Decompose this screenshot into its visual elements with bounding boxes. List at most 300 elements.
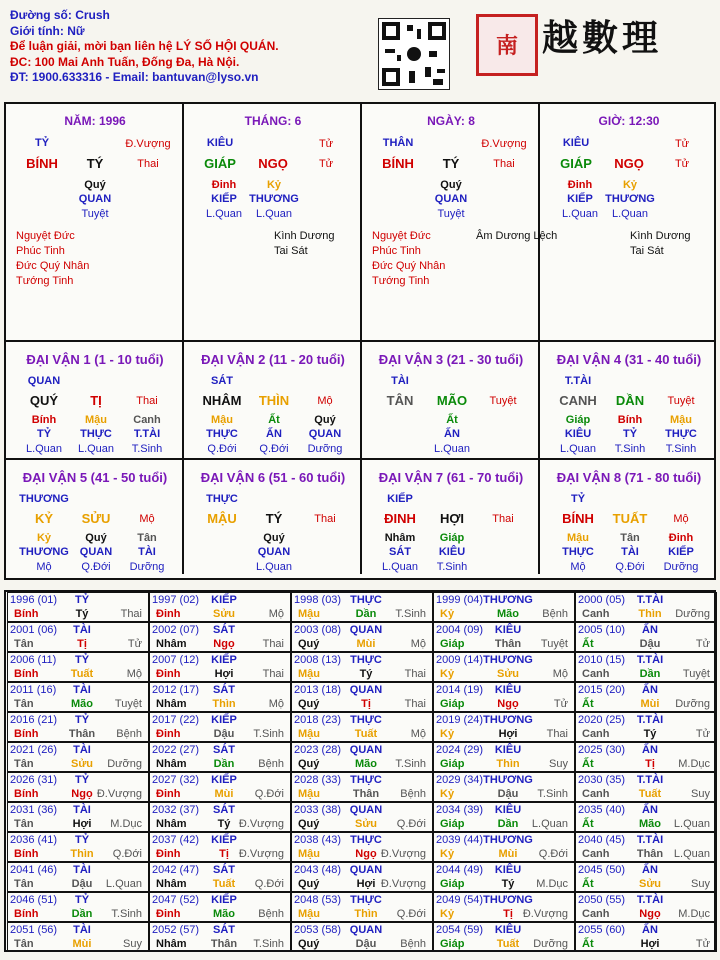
dai-van-cell (362, 342, 540, 460)
year-god: T.TÀI (636, 714, 664, 726)
year-label: 2023 (28) (294, 744, 342, 756)
dai-van-hidden-stem: Giáp (565, 414, 591, 426)
year-cell (575, 592, 717, 622)
year-stem: Bính (14, 788, 39, 800)
dai-van-title: ĐẠI VẬN 4 (31 - 40 tuổi) (556, 352, 702, 367)
hidden-god: THƯƠNG (605, 193, 655, 205)
year-phase: Bệnh (116, 728, 142, 740)
year-label: 2020 (25) (578, 714, 626, 726)
year-god: THƯƠNG (483, 834, 533, 846)
hidden-phase: Tuyệt (81, 208, 109, 220)
year-cell (7, 652, 149, 682)
dai-van-hidden-phase: Q.Đới (207, 443, 237, 455)
year-god: SÁT (213, 924, 235, 936)
hidden-stem: Đinh (211, 179, 237, 191)
year-stem: Kỷ (440, 728, 455, 740)
dai-van-hidden-stem: Mậu (670, 414, 692, 426)
year-branch: Tị (361, 698, 371, 710)
year-label: 2007 (12) (152, 654, 200, 666)
year-god: QUAN (349, 684, 383, 696)
year-branch: Sửu (638, 878, 662, 890)
year-cell (149, 892, 291, 922)
year-branch: Tị (645, 758, 655, 770)
dai-van-hidden-god: TÀI (138, 546, 156, 558)
dai-van-cell (540, 460, 714, 574)
year-branch: Tý (75, 608, 89, 620)
year-branch: Sửu (496, 668, 520, 680)
year-god: TÀI (73, 804, 91, 816)
year-stem: Ất (582, 818, 594, 830)
year-branch: Dậu (213, 728, 235, 740)
dai-van-hidden-god: TỶ (622, 428, 638, 440)
year-stem: Ất (582, 698, 594, 710)
year-cell (575, 682, 717, 712)
gender: Giới tính: Nữ (10, 23, 85, 38)
year-label: 2024 (29) (436, 744, 484, 756)
year-stem: Quý (298, 638, 320, 650)
year-branch: Dậu (355, 938, 377, 950)
year-phase: L.Quan (673, 848, 710, 860)
year-god: QUAN (349, 924, 383, 936)
year-god: THƯƠNG (483, 594, 533, 606)
year-branch: Thân (494, 638, 522, 650)
year-god: ẤN (642, 624, 658, 636)
year-branch: Thân (210, 938, 238, 950)
dai-van-hidden-stem: Canh (133, 414, 161, 426)
pillar-top-star: Đ.Vượng (481, 138, 527, 150)
year-cell (7, 772, 149, 802)
year-branch: Tý (217, 818, 231, 830)
dai-van-cell (540, 342, 714, 460)
pillar-branch: NGỌ (258, 156, 288, 171)
pillar-stem: BÍNH (26, 156, 58, 171)
year-god: TÀI (73, 744, 91, 756)
year-cell (291, 682, 433, 712)
year-label: 1997 (02) (152, 594, 200, 606)
year-god: TÀI (73, 924, 91, 936)
year-cell (575, 892, 717, 922)
year-branch: Mão (355, 758, 377, 770)
dai-van-phase: Mộ (317, 395, 333, 407)
year-branch: Hợi (72, 818, 92, 830)
year-stem: Quý (298, 758, 320, 770)
dai-van-branch: SỬU (81, 511, 111, 526)
pillar-god: THÂN (382, 137, 414, 149)
hidden-stem: Quý (440, 179, 462, 191)
dai-van-branch: THÌN (258, 393, 290, 408)
hidden-stem: Kỷ (266, 179, 282, 191)
pillar-stem: GIÁP (560, 156, 592, 171)
year-phase: Q.Đới (538, 848, 568, 860)
year-label: 2034 (39) (436, 804, 484, 816)
year-stem: Quý (298, 818, 320, 830)
year-phase: M.Dục (678, 908, 710, 920)
year-cell (575, 652, 717, 682)
year-branch: Tý (501, 878, 515, 890)
year-branch: Mùi (214, 788, 234, 800)
year-stem: Ất (582, 938, 594, 950)
dai-van-hidden-god: QUAN (308, 428, 342, 440)
year-phase: Tuyệt (114, 698, 142, 710)
year-stem: Giáp (440, 758, 465, 770)
year-god: QUAN (349, 804, 383, 816)
chart-name: Đường số: Crush (10, 8, 110, 22)
year-cell (291, 652, 433, 682)
year-label: 2012 (17) (152, 684, 200, 696)
year-god: TỶ (74, 714, 90, 726)
year-label: 2018 (23) (294, 714, 342, 726)
year-cell (575, 742, 717, 772)
dai-van-hidden-god: ẤN (266, 428, 282, 440)
dai-van-phase: Thai (136, 395, 158, 407)
year-phase: T.Sinh (111, 908, 142, 920)
dai-van-hidden-phase: L.Quan (433, 443, 471, 455)
year-label: 2027 (32) (152, 774, 200, 786)
year-stem: Mậu (298, 908, 320, 920)
year-cell (7, 712, 149, 742)
dai-van-hidden-god: THƯƠNG (19, 546, 69, 558)
star-good: Tướng Tinh (372, 275, 430, 287)
year-stem: Nhâm (156, 638, 187, 650)
year-phase: Đ.Vượng (380, 848, 426, 860)
year-cell (149, 802, 291, 832)
year-stem: Canh (582, 848, 610, 860)
year-phase: Mộ (410, 638, 426, 650)
year-label: 2048 (53) (294, 894, 342, 906)
dai-van-hidden-god: T.TÀI (133, 428, 161, 440)
year-stem: Mậu (298, 608, 320, 620)
dai-van-title: ĐẠI VẬN 6 (51 - 60 tuổi) (200, 470, 346, 485)
star-other: Kình Dương (630, 230, 691, 242)
year-label: 2052 (57) (152, 924, 200, 936)
year-branch: Sửu (212, 608, 236, 620)
year-label: 2031 (36) (10, 804, 58, 816)
dai-van-hidden-god: THỰC (665, 428, 697, 440)
year-label: 2019 (24) (436, 714, 484, 726)
year-cell (433, 922, 575, 952)
year-cell (7, 802, 149, 832)
year-branch: Thân (68, 728, 96, 740)
dai-van-stem: QUÝ (29, 393, 59, 408)
dai-van-hidden-god: ẤN (444, 428, 460, 440)
year-cell (433, 712, 575, 742)
dai-van-hidden-god: THỰC (80, 428, 112, 440)
year-branch: Ngọ (639, 908, 661, 920)
year-god: THỰC (350, 894, 382, 906)
dai-van-title: ĐẠI VẬN 7 (61 - 70 tuổi) (378, 470, 524, 485)
year-label: 2050 (55) (578, 894, 626, 906)
year-label: 2026 (31) (10, 774, 58, 786)
year-god: T.TÀI (636, 834, 664, 846)
year-branch: Mùi (640, 698, 660, 710)
dai-van-title: ĐẠI VẬN 5 (41 - 50 tuổi) (22, 470, 168, 485)
dai-van-god: THƯƠNG (19, 493, 69, 505)
dai-van-stem: CANH (559, 393, 597, 408)
year-stem: Ất (582, 758, 594, 770)
year-cell (7, 682, 149, 712)
year-branch: Thìn (70, 848, 94, 860)
year-label: 2013 (18) (294, 684, 342, 696)
year-label: 2033 (38) (294, 804, 342, 816)
year-cell (7, 742, 149, 772)
year-phase: M.Dục (678, 758, 710, 770)
year-branch: Mão (639, 818, 661, 830)
year-label: 2047 (52) (152, 894, 200, 906)
year-phase: T.Sinh (253, 728, 284, 740)
year-god: SÁT (213, 804, 235, 816)
year-god: THỰC (350, 714, 382, 726)
year-stem: Quý (298, 938, 320, 950)
chart-grid (4, 102, 716, 580)
year-branch: Ngọ (355, 848, 377, 860)
year-label: 2025 (30) (578, 744, 626, 756)
year-branch: Tý (359, 668, 373, 680)
year-cell (433, 742, 575, 772)
year-phase: T.Sinh (537, 788, 568, 800)
year-label: 2022 (27) (152, 744, 200, 756)
year-cell (433, 802, 575, 832)
address: ĐC: 100 Mai Anh Tuấn, Đống Đa, Hà Nội. (10, 54, 240, 69)
dai-van-hidden-stem: Quý (314, 414, 336, 426)
year-phase: Tuyệt (540, 638, 568, 650)
dai-van-hidden-stem: Bính (617, 414, 643, 426)
year-god: ẤN (642, 744, 658, 756)
year-stem: Canh (582, 668, 610, 680)
dai-van-hidden-phase: T.Sinh (131, 443, 163, 455)
year-phase: Đ.Vượng (380, 878, 426, 890)
dai-van-hidden-stem: Tân (137, 532, 157, 544)
year-branch: Thân (636, 848, 664, 860)
year-cell (433, 592, 575, 622)
year-god: KIÊU (494, 744, 522, 756)
year-god: SÁT (213, 744, 235, 756)
year-label: 1996 (01) (10, 594, 58, 606)
hidden-god: QUAN (434, 193, 468, 205)
year-phase: Mộ (410, 728, 426, 740)
year-phase: Tử (127, 638, 142, 650)
year-phase: Dưỡng (675, 698, 710, 710)
dai-van-hidden-stem: Nhâm (384, 532, 416, 544)
year-branch: Thân (352, 788, 380, 800)
year-cell (575, 712, 717, 742)
year-phase: Dưỡng (675, 608, 710, 620)
year-phase: Mộ (268, 608, 284, 620)
pillar-top-star: Tử (318, 138, 334, 150)
year-cell (433, 832, 575, 862)
year-label: 2002 (07) (152, 624, 200, 636)
year-phase: Q.Đới (254, 878, 284, 890)
year-cell (291, 892, 433, 922)
dai-van-hidden-phase: L.Quan (77, 443, 115, 455)
year-branch: Sửu (70, 758, 94, 770)
qr-code-icon (378, 18, 450, 90)
year-label: 2039 (44) (436, 834, 484, 846)
year-branch: Ngọ (497, 698, 519, 710)
year-branch: Tị (219, 848, 229, 860)
dai-van-hidden-stem: Ất (268, 414, 280, 426)
year-cell (291, 802, 433, 832)
dai-van-phase: Mộ (139, 513, 155, 525)
year-god: T.TÀI (636, 654, 664, 666)
pillar-phase: Thai (137, 158, 159, 170)
contact-note: Để luận giải, mời bạn liên hệ LÝ SỐ HỘI QUÁN. (10, 39, 279, 53)
star-other: Kình Dương (274, 230, 335, 242)
year-label: 2044 (49) (436, 864, 484, 876)
dai-van-branch: TUẤT (612, 511, 648, 526)
year-stem: Canh (582, 728, 610, 740)
year-branch: Mão (213, 908, 235, 920)
year-god: QUAN (349, 864, 383, 876)
year-stem: Canh (582, 788, 610, 800)
pillar-phase: Tử (674, 158, 690, 170)
year-god: TỶ (74, 654, 90, 666)
dai-van-hidden-phase: L.Quan (381, 561, 419, 573)
year-stem: Bính (14, 608, 39, 620)
pillar-branch: TÝ (442, 156, 460, 171)
year-label: 2042 (47) (152, 864, 200, 876)
year-label: 2016 (21) (10, 714, 58, 726)
year-branch: Tuất (638, 788, 662, 800)
year-label: 2038 (43) (294, 834, 342, 846)
year-cell (575, 832, 717, 862)
pillar-top-star: Đ.Vượng (125, 138, 171, 150)
dai-van-hidden-god: QUAN (79, 546, 113, 558)
year-label: 2041 (46) (10, 864, 58, 876)
brand-logo: 越數理 (542, 17, 663, 59)
year-stem: Giáp (440, 818, 465, 830)
year-phase: T.Sinh (395, 608, 426, 620)
dai-van-hidden-stem: Ất (446, 414, 458, 426)
year-phase: Thai (404, 668, 426, 680)
pillar-top-star: Tử (674, 138, 690, 150)
year-stem: Đinh (156, 728, 181, 740)
dai-van-cell (6, 342, 184, 460)
year-god: QUAN (349, 624, 383, 636)
dai-van-branch: DẦN (615, 393, 645, 408)
dai-van-branch: HỢI (439, 511, 465, 526)
year-phase: Bệnh (400, 788, 426, 800)
year-stem: Tân (14, 638, 34, 650)
year-cell (291, 712, 433, 742)
year-branch: Ngọ (71, 788, 93, 800)
dai-van-phase: Tuyệt (667, 395, 695, 407)
year-branch: Tuất (354, 728, 378, 740)
year-god: TỶ (74, 774, 90, 786)
year-phase: M.Dục (110, 818, 142, 830)
year-phase: Dưỡng (107, 758, 142, 770)
year-god: TỶ (74, 834, 90, 846)
dai-van-hidden-god: KIẾP (668, 546, 694, 558)
year-phase: M.Dục (536, 878, 568, 890)
year-branch: Ngọ (213, 638, 235, 650)
year-label: 2010 (15) (578, 654, 626, 666)
pillar-cell (362, 104, 558, 342)
year-cell (149, 862, 291, 892)
dai-van-hidden-god: TỶ (36, 428, 52, 440)
year-phase: Suy (123, 938, 142, 950)
dai-van-stem: MẬU (207, 511, 237, 526)
dai-van-phase: Mộ (673, 513, 689, 525)
year-god: TỶ (74, 594, 90, 606)
year-branch: Mùi (356, 638, 376, 650)
star-other: Âm Dương Lệch (476, 230, 558, 242)
year-phase: Đ.Vượng (238, 818, 284, 830)
year-label: 2049 (54) (436, 894, 484, 906)
year-god: THƯƠNG (483, 654, 533, 666)
year-phase: Thai (120, 608, 142, 620)
year-label: 2000 (05) (578, 594, 626, 606)
year-cell (149, 592, 291, 622)
year-phase: T.Sinh (253, 938, 284, 950)
dai-van-god: KIẾP (387, 493, 413, 505)
dai-van-cell (184, 460, 362, 574)
dai-van-hidden-phase: L.Quan (559, 443, 597, 455)
year-cell (291, 832, 433, 862)
year-cell (433, 892, 575, 922)
annual-luck-grid (4, 590, 716, 952)
year-god: ẤN (642, 924, 658, 936)
year-label: 2035 (40) (578, 804, 626, 816)
dai-van-god: TỶ (570, 493, 586, 505)
year-god: SÁT (213, 684, 235, 696)
pillar-stem: GIÁP (204, 156, 236, 171)
pillar-title: NGÀY: 8 (427, 114, 475, 128)
year-label: 2054 (59) (436, 924, 484, 936)
year-cell (575, 772, 717, 802)
year-label: 2053 (58) (294, 924, 342, 936)
dai-van-hidden-phase: Dưỡng (129, 561, 165, 573)
year-label: 2028 (33) (294, 774, 342, 786)
dai-van-title: ĐẠI VẬN 3 (21 - 30 tuổi) (378, 352, 524, 367)
dai-van-hidden-phase: Q.Đới (615, 561, 645, 573)
year-god: THỰC (350, 594, 382, 606)
year-branch: Dậu (71, 878, 93, 890)
year-phase: Tử (695, 638, 710, 650)
year-stem: Bính (14, 668, 39, 680)
year-god: KIẾP (211, 774, 237, 786)
year-god: KIÊU (494, 924, 522, 936)
dai-van-hidden-god: THỰC (562, 546, 594, 558)
hidden-god: THƯƠNG (249, 193, 299, 205)
year-stem: Đinh (156, 668, 181, 680)
hidden-stem: Đinh (567, 179, 593, 191)
year-stem: Tân (14, 818, 34, 830)
year-stem: Tân (14, 698, 34, 710)
dai-van-hidden-stem: Kỷ (36, 532, 52, 544)
year-god: THỰC (350, 654, 382, 666)
year-cell (291, 922, 433, 952)
year-god: TÀI (73, 684, 91, 696)
year-branch: Dậu (497, 788, 519, 800)
year-label: 2004 (09) (436, 624, 484, 636)
seal-logo-icon: 南 (476, 14, 538, 76)
pillar-cell (540, 104, 714, 342)
year-cell (433, 862, 575, 892)
year-label: 1998 (03) (294, 594, 342, 606)
year-branch: Mão (497, 608, 519, 620)
year-stem: Canh (582, 908, 610, 920)
year-god: KIÊU (494, 864, 522, 876)
dai-van-hidden-phase: T.Sinh (436, 561, 468, 573)
year-god: KIẾP (211, 714, 237, 726)
year-label: 2009 (14) (436, 654, 484, 666)
year-phase: Mộ (552, 668, 568, 680)
year-god: T.TÀI (636, 894, 664, 906)
year-stem: Đinh (156, 608, 181, 620)
year-branch: Hợi (356, 878, 376, 890)
dai-van-cell (6, 460, 184, 574)
dai-van-stem: ĐINH (384, 511, 416, 526)
